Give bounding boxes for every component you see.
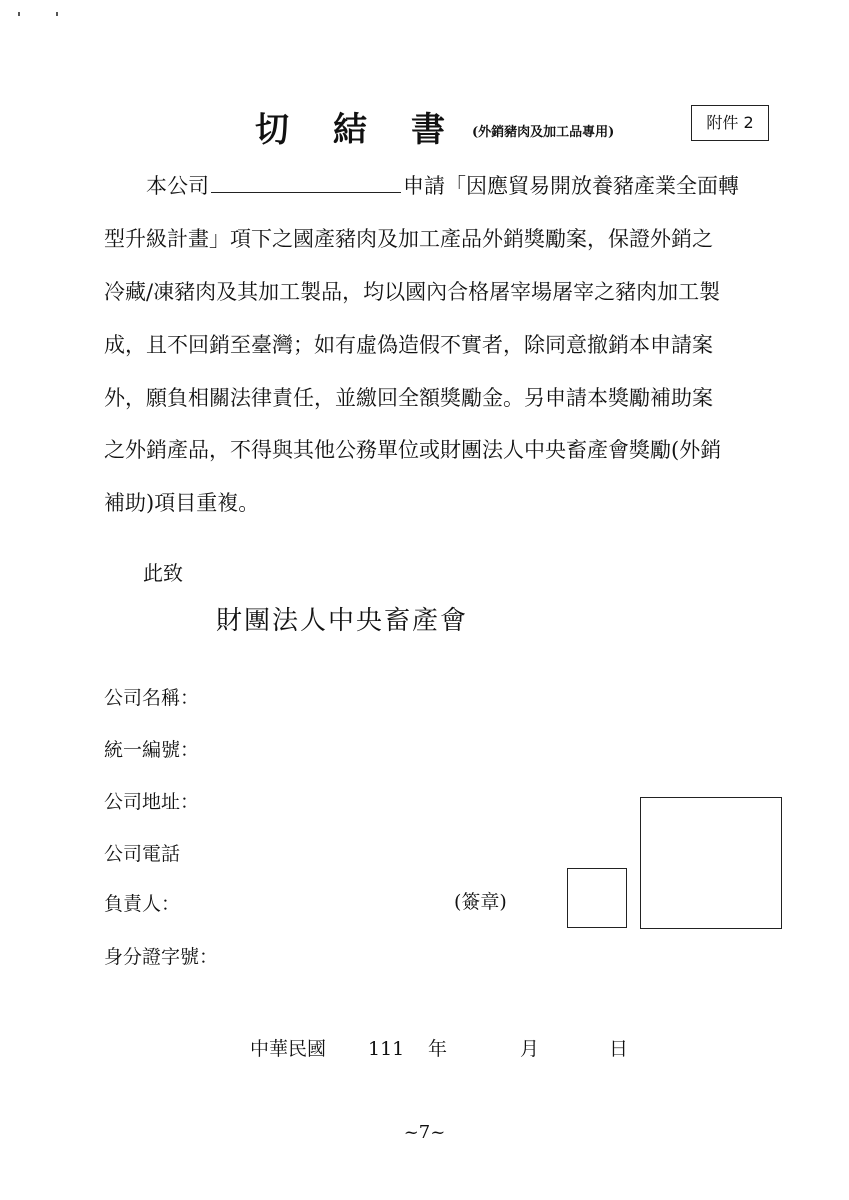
recipient: 財團法人中央畜產會	[216, 606, 469, 636]
body-line-4: 成，且不回銷至臺灣；如有虛偽造假不實者，除同意撤銷本申請案	[104, 333, 713, 357]
date-year: 111	[368, 1038, 405, 1060]
body-line-3: 冷藏/凍豬肉及其加工製品，均以國內合格屠宰場屠宰之豬肉加工製	[104, 280, 721, 304]
scan-speck	[18, 12, 20, 16]
salutation: 此致	[143, 561, 183, 585]
company-seal-box	[640, 797, 782, 929]
body-line-5: 外，願負相關法律責任，並繳回全額獎勵金。另申請本獎勵補助案	[104, 386, 713, 410]
uniform-number-label: 統一編號：	[104, 739, 200, 761]
body-line-7: 補助)項目重複。	[104, 491, 260, 515]
date-era: 中華民國	[250, 1038, 327, 1060]
responsible-person-label: 負責人：	[104, 893, 181, 915]
date-month-unit: 月	[520, 1038, 540, 1060]
body-line-1-suffix: 申請「因應貿易開放養豬產業全面轉	[403, 174, 739, 198]
page-number: ~7~	[403, 1122, 446, 1143]
company-name-label: 公司名稱：	[104, 687, 200, 709]
signature-label: (簽章)	[454, 891, 507, 913]
body-line-1-prefix: 本公司	[146, 174, 209, 198]
document-subtitle: (外銷豬肉及加工品專用)	[472, 125, 615, 140]
body-line-6: 之外銷產品，不得與其他公務單位或財團法人中央畜產會獎勵(外銷	[104, 438, 722, 462]
document-title: 切結書	[255, 110, 489, 150]
date-year-unit: 年	[428, 1038, 448, 1060]
company-address-label: 公司地址：	[104, 791, 200, 813]
scan-speck	[56, 12, 58, 16]
date-day-unit: 日	[609, 1038, 629, 1060]
attachment-label: 附件 2	[691, 105, 769, 141]
body-line-1	[146, 172, 786, 200]
body-line-2: 型升級計畫」項下之國產豬肉及加工產品外銷獎勵案，保證外銷之	[104, 227, 713, 251]
company-name-blank	[211, 172, 401, 193]
id-number-label: 身分證字號：	[104, 946, 219, 968]
personal-seal-box	[567, 868, 627, 928]
company-phone-label: 公司電話	[104, 843, 181, 865]
